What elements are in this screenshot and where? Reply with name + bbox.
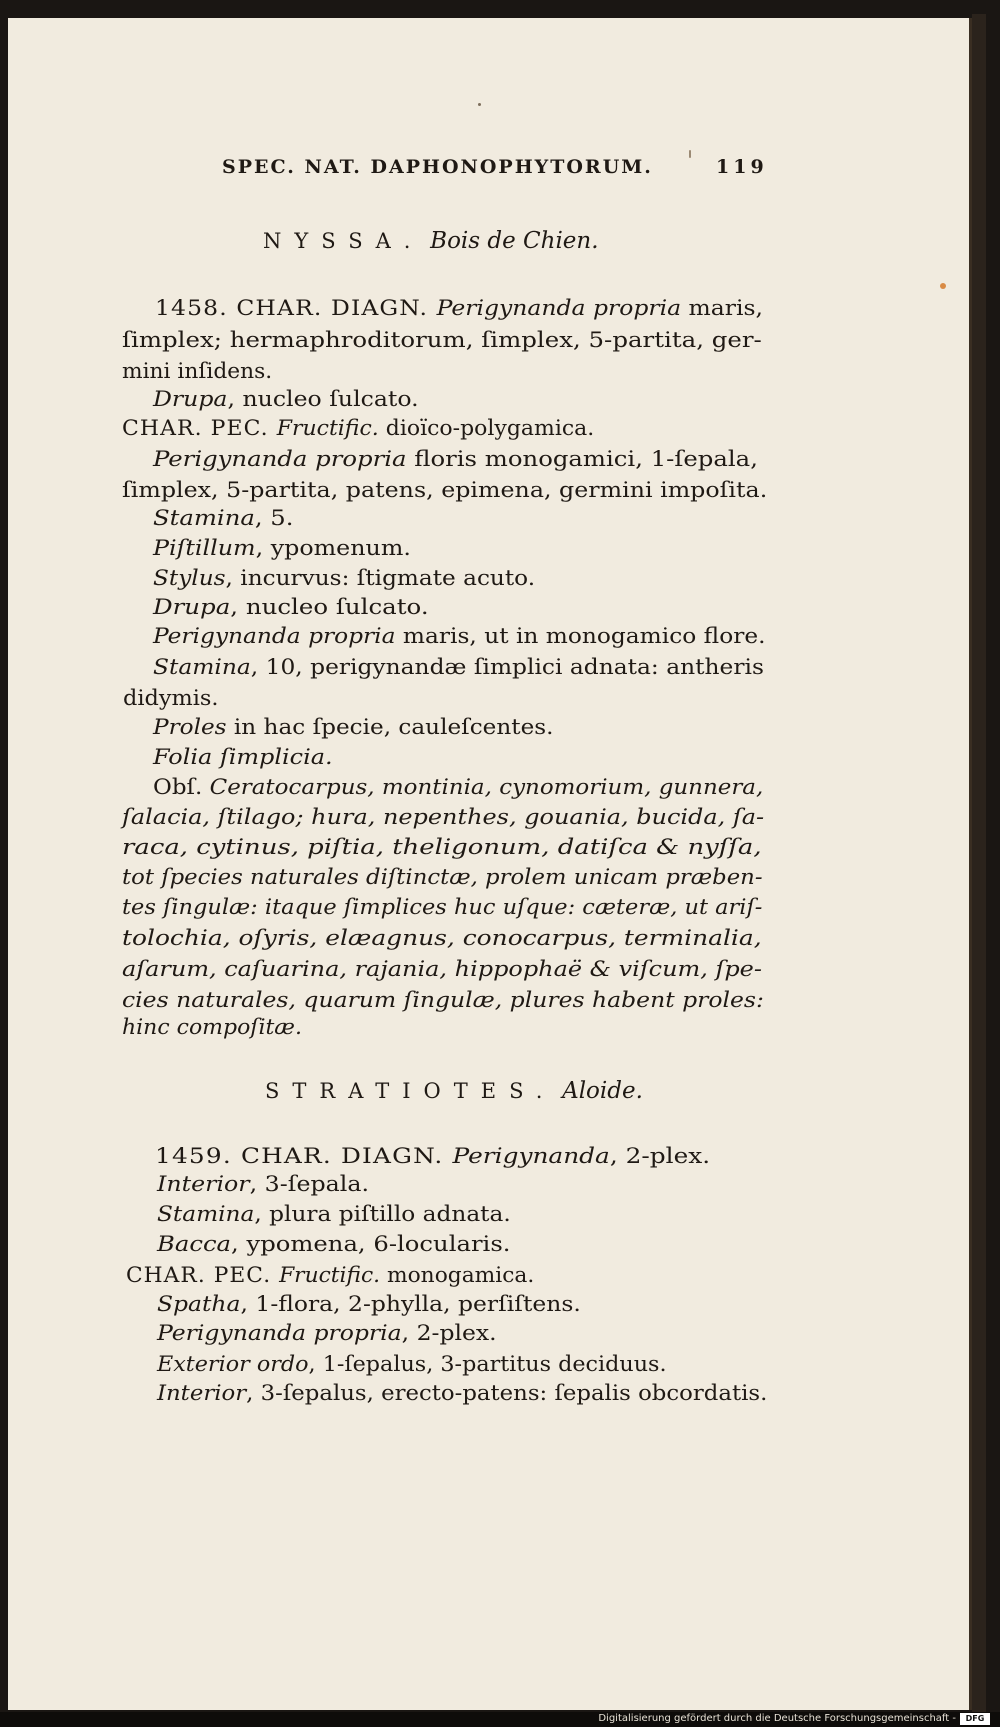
section-title: STRATIOTES. [265, 1079, 556, 1103]
text-run: didymis. [123, 686, 219, 710]
text-run-italic: Piſtillum [153, 536, 256, 560]
text-line [122, 894, 762, 920]
section-heading-stratiotes [265, 1078, 643, 1104]
running-head-title: SPEC. NAT. DAPHONOPHYTORUM. [222, 156, 653, 178]
ink-fleck [940, 283, 946, 289]
text-run-italic: Stamina [157, 1202, 255, 1226]
text-line [122, 415, 594, 441]
text-run: , 2-plex. [401, 1321, 497, 1345]
text-line [153, 594, 429, 620]
text-run-italic: Fructific. [279, 1263, 381, 1287]
text-line [122, 834, 762, 860]
text-run-italic: ſalacia, ſtilago; hura, nepenthes, gouania, bucida, ſa- [122, 805, 765, 829]
text-run-italic: Exterior ordo [157, 1352, 309, 1376]
text-run-italic: Stylus [153, 566, 226, 590]
text-run: , 2-plex. [609, 1144, 711, 1168]
text-line [122, 1014, 302, 1040]
text-run-italic: Spatha [157, 1292, 241, 1316]
text-line [122, 987, 764, 1013]
text-run-italic: Stamina [153, 506, 255, 530]
text-line [155, 295, 763, 321]
text-run: , ypomena, 6-locularis. [231, 1232, 511, 1256]
page-number: 119 [716, 156, 768, 178]
text-run: , 3-ſepala. [249, 1172, 370, 1196]
text-line [157, 1291, 581, 1317]
section-heading-nyssa [263, 228, 599, 254]
text-line [153, 744, 333, 770]
ink-fleck [689, 150, 691, 158]
text-run-italic: tot ſpecies naturales diſtinctæ, prolem unicam præben- [122, 865, 763, 889]
text-run-italic: Bacca [157, 1232, 232, 1256]
ink-fleck [478, 103, 481, 106]
text-run: , nucleo ſulcato. [230, 595, 429, 619]
text-run: , 10, perigynandæ ſimplici adnata: antheris [250, 655, 764, 679]
text-run-italic: Perigynanda propria [157, 1321, 402, 1345]
text-run: CHAR. PEC. [126, 1263, 280, 1287]
text-line [157, 1351, 667, 1377]
text-run-italic: Perigynanda propria [436, 296, 682, 320]
text-run-italic: tolochia, oſyris, elæagnus, conocarpus, terminalia, [122, 926, 762, 950]
text-run: maris, [681, 296, 764, 320]
text-line [153, 623, 766, 649]
digitization-footer [0, 1712, 1000, 1727]
text-run-italic: Proles [153, 715, 227, 739]
text-run: , 1-ſepalus, 3-partitus deciduus. [308, 1352, 667, 1376]
text-line [153, 505, 293, 531]
text-line [122, 804, 764, 830]
text-run: floris monogamici, 1-ſepala, [406, 447, 758, 471]
text-run-italic: Ceratocarpus, montinia, cynomorium, gunnera, [209, 775, 764, 799]
text-run-italic: Folia ſimplicia. [153, 745, 333, 769]
text-run-italic: tes ſingulæ: itaque ſimplices huc uſque: cæteræ, ut ariſ- [122, 895, 763, 919]
text-run-italic: Interior [157, 1381, 247, 1405]
text-run: , incurvus: ſtigmate acuto. [225, 566, 536, 590]
text-line [123, 685, 219, 711]
text-run: CHAR. PEC. [122, 416, 277, 440]
text-line [157, 1171, 369, 1197]
text-run-italic: raca, cytinus, piſtia, theligonum, datiſca & nyſſa, [122, 835, 762, 859]
text-line [153, 774, 763, 800]
text-run-italic: cies naturales, quarum ſingulæ, plures habent proles: [122, 988, 764, 1012]
text-line [153, 565, 535, 591]
text-run: ſimplex, 5-partita, patens, epimena, germini impoſita. [122, 478, 768, 502]
text-run-italic: Fructific. [276, 416, 379, 440]
footer-credit: Digitalisierung gefördert durch die Deutsche Forschungsgemeinschaft - [598, 1713, 956, 1724]
text-run: maris, ut in monogamico flore. [395, 624, 766, 648]
text-run-italic: Drupa [153, 387, 228, 411]
text-line [126, 1262, 534, 1288]
text-run: , 3-ſepalus, erecto-patens: ſepalis obcordatis. [246, 1381, 768, 1405]
text-line [122, 956, 762, 982]
text-line [157, 1201, 511, 1227]
text-run-italic: hinc compoſitæ. [122, 1015, 302, 1039]
section-title-vernacular: Aloide. [562, 1078, 643, 1104]
text-line [153, 654, 764, 680]
text-run-italic: Stamina [153, 655, 251, 679]
text-run: mini inſidens. [122, 359, 273, 383]
text-line [153, 386, 419, 412]
text-run: , 1-flora, 2-phylla, perſiſtens. [240, 1292, 581, 1316]
text-run: 1459. CHAR. DIAGN. [155, 1144, 453, 1168]
text-run-italic: aſarum, caſuarina, rajania, hippophaë & viſcum, ſpe- [122, 957, 762, 981]
text-line [157, 1320, 497, 1346]
text-run: , nucleo ſulcato. [227, 387, 419, 411]
text-run: , 5. [254, 506, 294, 530]
text-line [122, 358, 272, 384]
dfg-logo: DFG [960, 1713, 990, 1725]
text-line [157, 1380, 767, 1406]
section-title-vernacular: Bois de Chien. [430, 228, 599, 254]
text-line [153, 535, 411, 561]
text-line [155, 1143, 710, 1169]
text-line [153, 446, 758, 472]
text-run: dioïco-polygamica. [378, 416, 595, 440]
text-run: in hac ſpecie, cauleſcentes. [226, 715, 554, 739]
text-line [122, 327, 762, 353]
text-run: , ypomenum. [255, 536, 411, 560]
text-run: monogamica. [380, 1263, 535, 1287]
text-run: 1458. CHAR. DIAGN. [155, 296, 437, 320]
page-edge [972, 14, 986, 1714]
text-line [122, 925, 762, 951]
text-run-italic: Perigynanda propria [153, 447, 407, 471]
text-line [122, 864, 763, 890]
text-line [157, 1231, 511, 1257]
section-title: NYSSA. [263, 229, 424, 253]
text-run-italic: Drupa [153, 595, 231, 619]
text-run-italic: Perigynanda [452, 1144, 610, 1168]
text-run-italic: Perigynanda propria [153, 624, 396, 648]
text-line [122, 477, 767, 503]
text-line [153, 714, 554, 740]
text-run-italic: Interior [157, 1172, 250, 1196]
text-run: ſimplex; hermaphroditorum, ſimplex, 5-partita, ger- [122, 328, 762, 352]
text-run: , plura piſtillo adnata. [254, 1202, 511, 1226]
text-run: Obſ. [153, 775, 210, 799]
